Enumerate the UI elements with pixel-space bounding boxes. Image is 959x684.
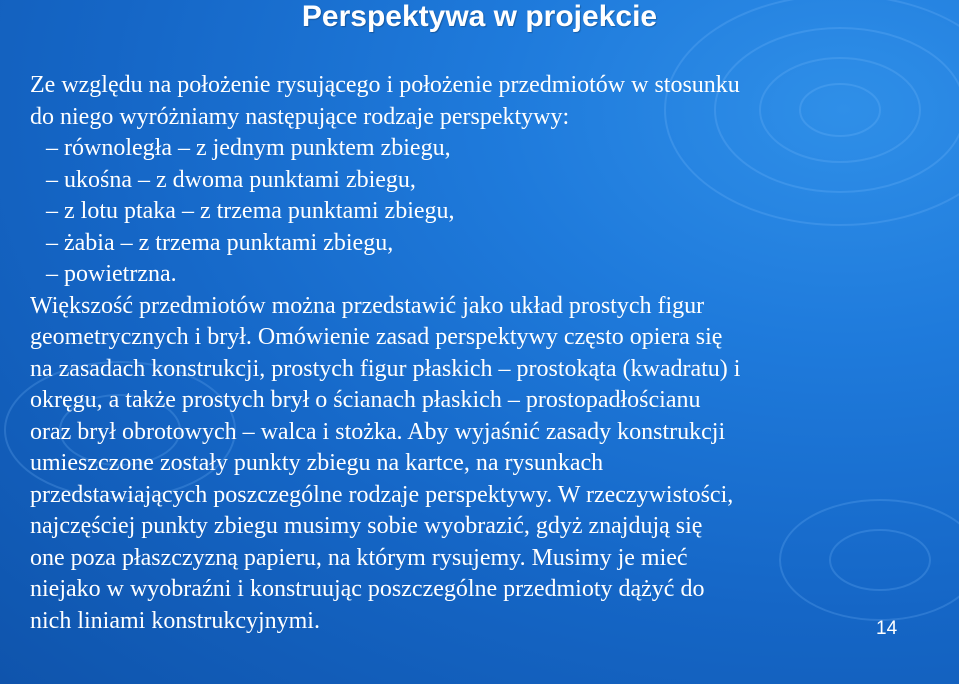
body-line: Większość przedmiotów można przedstawić jako układ prostych figur <box>30 292 705 319</box>
list-item: – powietrzna. <box>46 261 177 287</box>
list-item: – równoległa – z jednym punktem zbiegu, <box>46 135 451 161</box>
list-item: – ukośna – z dwoma punktami zbiegu, <box>46 166 416 193</box>
body-line: niejako w wyobraźni i konstruując poszczególne przedmioty dążyć do <box>30 576 705 602</box>
slide-body <box>30 70 930 637</box>
body-line: geometrycznych i brył. Omówienie zasad perspektywy często opiera się <box>30 324 723 350</box>
body-line: one poza płaszczyzną papieru, na którym rysujemy. Musimy je mieć <box>30 544 688 571</box>
list-item: – żabia – z trzema punktami zbiegu, <box>46 229 394 256</box>
slide-title: Perspektywa w projekcie <box>301 0 658 33</box>
body-line: Ze względu na położenie rysującego i położenie przedmiotów w stosunku <box>30 72 740 98</box>
body-line: umieszczone zostały punkty zbiegu na kartce, na rysunkach <box>30 450 604 476</box>
body-line: na zasadach konstrukcji, prostych figur płaskich – prostokąta (kwadratu) i <box>30 355 741 382</box>
body-line: najczęściej punkty zbiegu musimy sobie wyobrazić, gdyż znajdują się <box>30 513 703 539</box>
body-line: do niego wyróżniamy następujące rodzaje perspektywy: <box>30 103 570 130</box>
body-line: nich liniami konstrukcyjnymi. <box>30 607 320 634</box>
list-item: – z lotu ptaka – z trzema punktami zbiegu, <box>46 198 455 224</box>
page-number: 14 <box>876 618 898 639</box>
body-line: oraz brył obrotowych – walca i stożka. Aby wyjaśnić zasady konstrukcji <box>30 418 726 445</box>
body-line: przedstawiających poszczególne rodzaje perspektywy. W rzeczywistości, <box>30 481 734 508</box>
body-line: okręgu, a także prostych brył o ścianach płaskich – prostopadłościanu <box>30 387 701 413</box>
